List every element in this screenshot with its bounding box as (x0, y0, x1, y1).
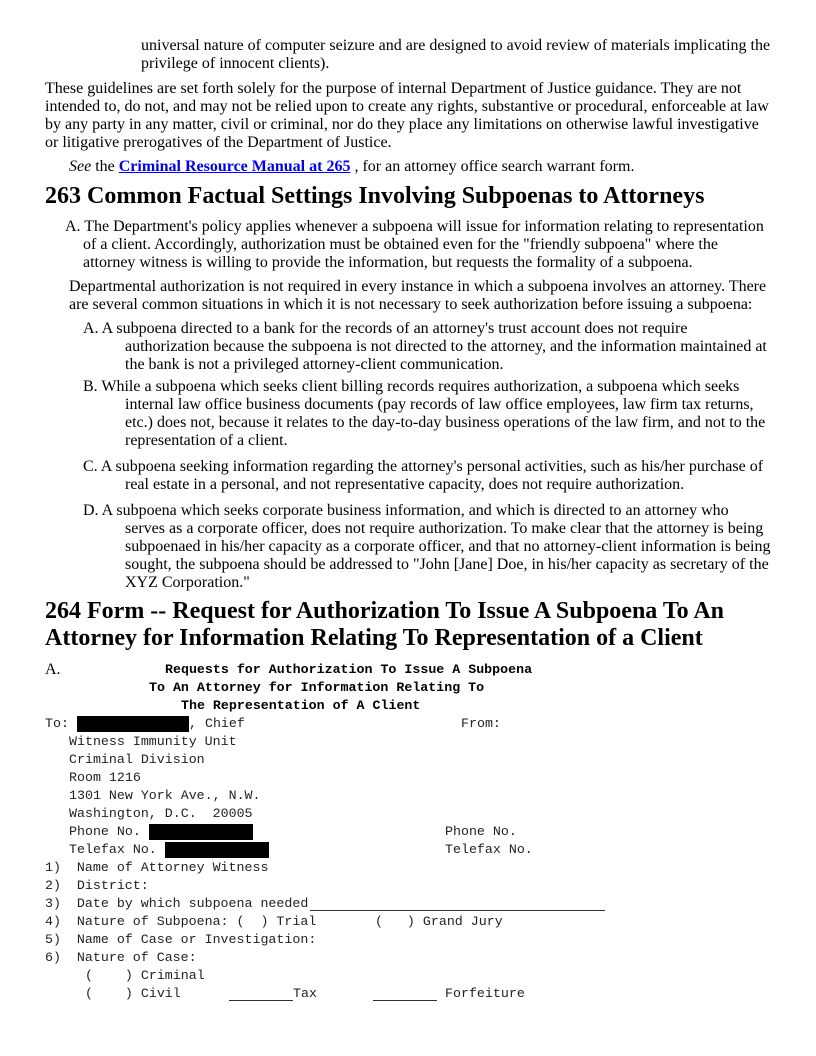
text-line: These guidelines are set forth solely for the purpose of internal Department of Justice guidance. They are not (45, 80, 742, 97)
list-item: A. A subpoena directed to a bank for the records of an attorney's trust account does not require (83, 320, 688, 337)
text-line: are several common situations in which it is not necessary to seek authorization before issuing a subpoena: (69, 296, 753, 313)
text-line: attorney witness is willing to provide the information, but requests the formality of a subpoena. (83, 254, 693, 271)
section-heading: Attorney for Information Relating To Representation of a Client (45, 625, 703, 651)
civil-option[interactable]: ( ) Civil (85, 986, 181, 1001)
text: the (91, 158, 119, 175)
text: , for an attorney office search warrant form. (350, 158, 635, 175)
text-line: real estate in a personal, and not representative capacity, does not require authorization. (125, 476, 685, 493)
text-line: sought, the subpoena should be addressed to "John [Jane] Doe, in his/her capacity as secretary of the (125, 556, 769, 573)
text-line: universal nature of computer seizure and are designed to avoid review of materials implicating the (141, 37, 771, 54)
date-blank-line[interactable] (310, 896, 605, 911)
list-marker: A. (45, 661, 61, 678)
text-line: XYZ Corporation." (125, 574, 250, 591)
forfeiture-label: Forfeiture (445, 986, 525, 1001)
see-italic: See (69, 158, 92, 175)
form-heading: To An Attorney for Information Relating To (149, 680, 485, 695)
redaction (77, 716, 189, 732)
tax-label: Tax (293, 986, 317, 1001)
form-item: 2) District: (45, 878, 149, 893)
see-also-line (69, 158, 634, 176)
text-line: the bank is not a privileged attorney-client communication. (125, 356, 504, 373)
criminal-resource-manual-link[interactable]: Criminal Resource Manual at 265 (118, 158, 351, 175)
list-item: D. A subpoena which seeks corporate business information, and which is directed to an attorney who (83, 502, 729, 519)
section-heading: 263 Common Factual Settings Involving Subpoenas to Attorneys (45, 183, 705, 209)
list-item: B. While a subpoena which seeks client billing records requires authorization, a subpoena which seeks (83, 378, 740, 395)
text-line: authorization because the subpoena is not directed to the attorney, and the information maintained at (125, 338, 767, 355)
address-line: Washington, D.C. 20005 (69, 806, 253, 821)
form-item: 4) Nature of Subpoena: ( ) Trial (45, 914, 317, 929)
text-line: privilege of innocent clients). (141, 55, 330, 72)
text-line: internal law office business documents (pay records of law office employees, law firm tax returns, (125, 396, 754, 413)
form-heading: Requests for Authorization To Issue A Subpoena (165, 662, 533, 677)
tax-blank-line[interactable] (229, 986, 293, 1001)
address-line: Witness Immunity Unit (69, 734, 237, 749)
text-line: serves as a corporate officer, does not require authorization. To make clear that the attorney is being (125, 520, 764, 537)
text-line: etc.) does not, because it relates to the day-to-day business operations of the law firm, and not to the (125, 414, 766, 431)
text-line: or litigative prerogatives of the Department of Justice. (45, 134, 392, 151)
text-line: of a client. Accordingly, authorization must be obtained even for the "friendly subpoena" where the (83, 236, 718, 253)
text-line: by any party in any matter, civil or criminal, nor do they place any limitations on otherwise lawful investigative (45, 116, 759, 133)
forfeiture-blank-line[interactable] (373, 986, 437, 1001)
form-item: 5) Name of Case or Investigation: (45, 932, 317, 947)
redaction (165, 842, 269, 858)
form-item: 6) Nature of Case: (45, 950, 197, 965)
text-line: subpoenaed in his/her capacity as a corporate officer, and that no attorney-client information is being (125, 538, 771, 555)
form-item: 3) Date by which subpoena needed (45, 896, 309, 911)
section-heading: 264 Form -- Request for Authorization To Issue A Subpoena To An (45, 598, 725, 624)
text-line: representation of a client. (125, 432, 288, 449)
address-line: Criminal Division (69, 752, 205, 767)
address-line: Room 1216 (69, 770, 141, 785)
address-line: 1301 New York Ave., N.W. (69, 788, 261, 803)
chief-label: , Chief (189, 716, 245, 731)
from-label: From: (461, 716, 501, 731)
from-phone-label: Phone No. (445, 824, 517, 839)
criminal-option[interactable]: ( ) Criminal (85, 968, 205, 983)
grand-jury-option[interactable]: ( ) Grand Jury (375, 914, 503, 929)
form-item: 1) Name of Attorney Witness (45, 860, 269, 875)
telefax-label: Telefax No. (69, 842, 157, 857)
phone-label: Phone No. (69, 824, 141, 839)
list-item: A. The Department's policy applies whenever a subpoena will issue for information relating to representation (65, 218, 764, 235)
redaction (149, 824, 253, 840)
form-heading: The Representation of A Client (181, 698, 421, 713)
to-label: To: (45, 716, 69, 731)
text-line: Departmental authorization is not required in every instance in which a subpoena involves an attorney. There (69, 278, 767, 295)
text-line: intended to, do not, and may not be relied upon to create any rights, substantive or procedural, enforceable at law (45, 98, 769, 115)
from-telefax-label: Telefax No. (445, 842, 533, 857)
list-item: C. A subpoena seeking information regarding the attorney's personal activities, such as his/her purchase of (83, 458, 764, 475)
